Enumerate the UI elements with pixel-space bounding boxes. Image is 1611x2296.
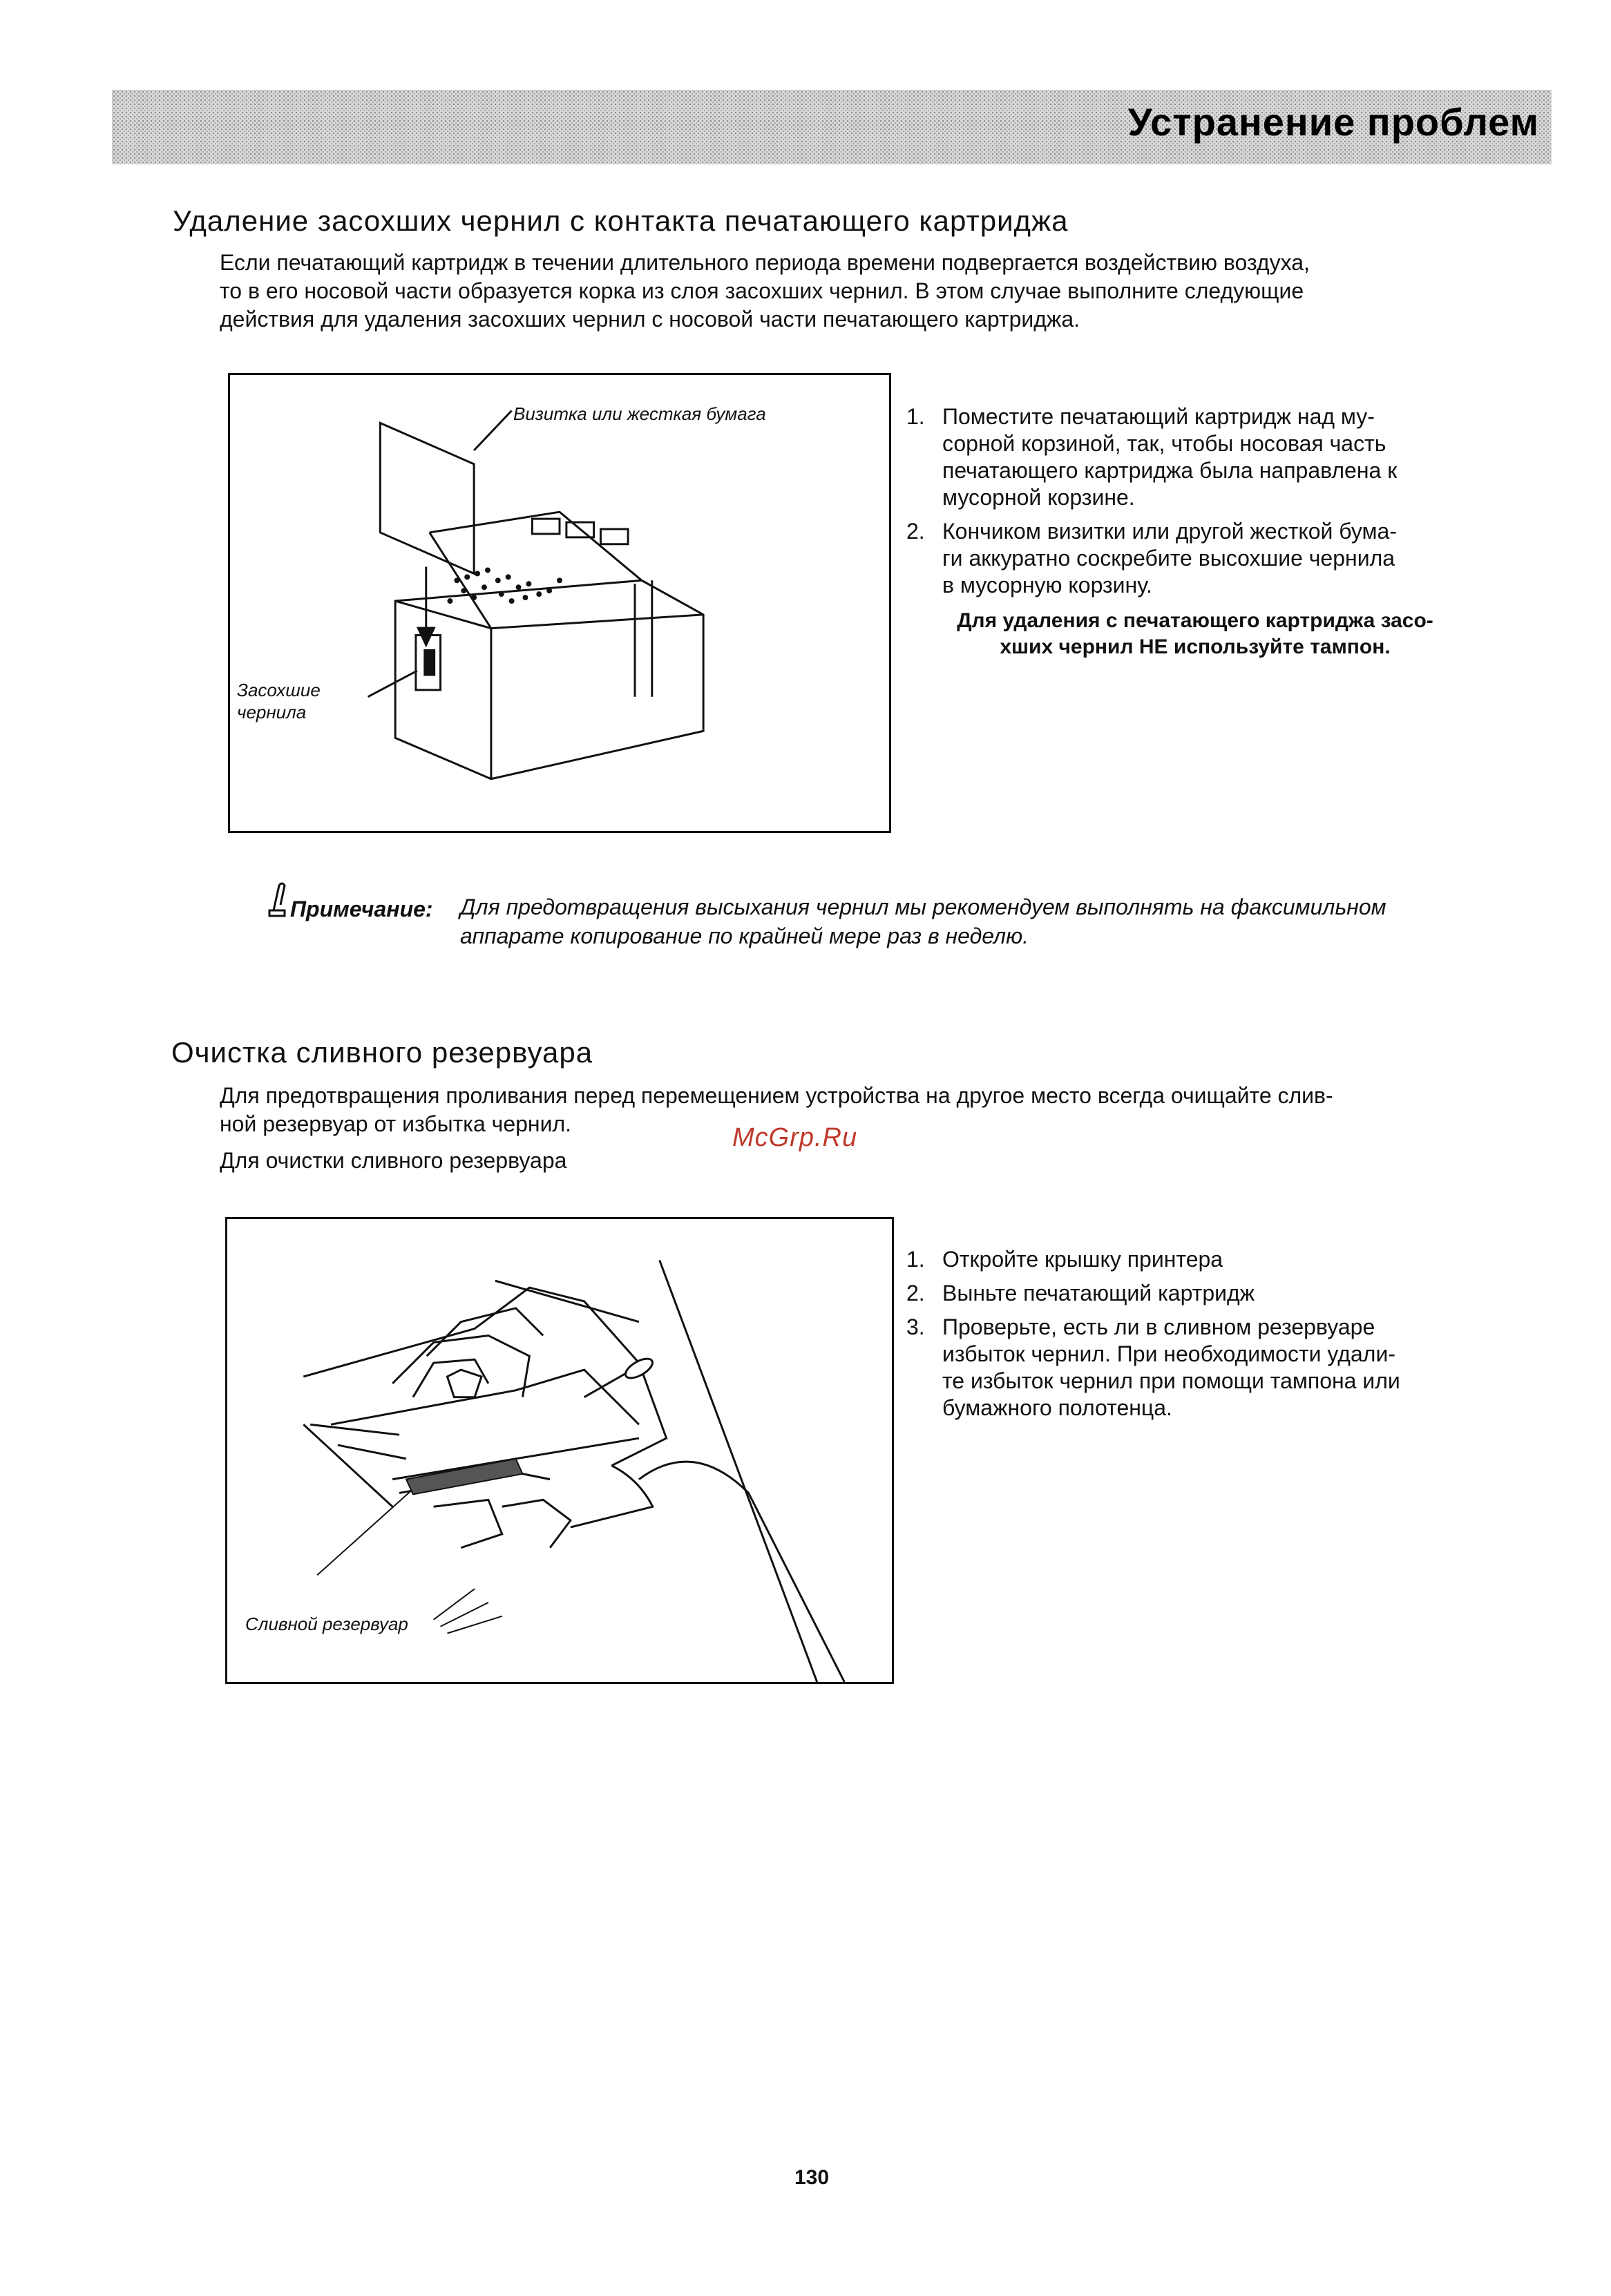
step-line: Поместите печатающий картридж над му- bbox=[942, 404, 1375, 429]
warning-no-swab bbox=[912, 608, 1478, 660]
intro-line: ной резервуар от избытка чернил. bbox=[220, 1111, 572, 1136]
note-icon bbox=[268, 880, 293, 917]
step-line: бумажного полотенца. bbox=[942, 1395, 1172, 1420]
step-number: 2. bbox=[906, 519, 925, 544]
step-line: ги аккуратно соскребите высохшие чернила bbox=[942, 546, 1395, 571]
figure-printer bbox=[225, 1217, 894, 1684]
step-line: сорной корзиной, так, чтобы носовая часть bbox=[942, 431, 1386, 456]
step-item bbox=[906, 518, 1500, 599]
cartridge-illustration bbox=[230, 375, 889, 831]
section1-steps bbox=[906, 403, 1500, 606]
label-dried-ink-line: Засохшие bbox=[237, 680, 321, 700]
section-title-dried-ink: Удаление засохших чернил с контакта печатающего картриджа bbox=[173, 204, 1069, 237]
step-line: в мусорную корзину. bbox=[942, 573, 1152, 597]
warning-line: Для удаления с печатающего картриджа засо- bbox=[957, 609, 1433, 632]
step-number: 1. bbox=[906, 1247, 925, 1272]
step-line: Проверьте, есть ли в сливном резервуаре bbox=[942, 1314, 1375, 1339]
label-waste-reservoir: Сливной резервуар bbox=[245, 1614, 408, 1634]
section2-steps bbox=[906, 1246, 1500, 1428]
step-item bbox=[906, 403, 1500, 511]
page-title: Устранение проблем bbox=[1127, 100, 1539, 144]
step-line: печатающего картриджа была направлена к bbox=[942, 458, 1398, 483]
intro-line: Для предотвращения проливания перед перемещением устройства на другое место всегда очищайте слив- bbox=[220, 1083, 1333, 1108]
figure-cartridge bbox=[228, 373, 891, 833]
section-title-waste-reservoir: Очистка сливного резервуара bbox=[171, 1036, 593, 1069]
step-line: Откройте крышку принтера bbox=[942, 1247, 1223, 1272]
step-number: 3. bbox=[906, 1314, 925, 1339]
step-line: те избыток чернил при помощи тампона или bbox=[942, 1368, 1400, 1393]
step-item bbox=[906, 1246, 1500, 1273]
step-item bbox=[906, 1314, 1500, 1422]
section2-sub-intro: Для очистки сливного резервуара bbox=[220, 1148, 567, 1173]
intro-line: действия для удаления засохших чернил с носовой части печатающего картриджа. bbox=[220, 307, 1080, 332]
intro-line: Если печатающий картридж в течении длительного периода времени подвергается воздействию воздуха, bbox=[220, 250, 1310, 275]
page-number: 130 bbox=[794, 2166, 830, 2189]
label-business-card: Визитка или жесткая бумага bbox=[513, 403, 766, 424]
note-label: Примечание: bbox=[290, 897, 433, 921]
note-line: Для предотвращения высыхания чернил мы рекомендуем выполнять на факсимильном bbox=[460, 895, 1386, 919]
warning-line: хших чернил НЕ используйте тампон. bbox=[1000, 635, 1391, 658]
label-dried-ink bbox=[237, 679, 321, 723]
step-number: 1. bbox=[906, 404, 925, 429]
watermark: MсGrp.Ru bbox=[732, 1123, 858, 1152]
header-banner bbox=[112, 90, 1552, 164]
note-line: аппарате копирование по крайней мере раз в неделю. bbox=[460, 924, 1029, 948]
step-line: Выньте печатающий картридж bbox=[942, 1281, 1255, 1305]
step-line: избыток чернил. При необходимости удали- bbox=[942, 1341, 1395, 1366]
step-line: Кончиком визитки или другой жесткой бума- bbox=[942, 519, 1397, 544]
step-item bbox=[906, 1280, 1500, 1307]
note-text bbox=[460, 892, 1386, 950]
label-dried-ink-line: чернила bbox=[237, 702, 307, 723]
section1-intro bbox=[220, 249, 1310, 334]
step-number: 2. bbox=[906, 1281, 925, 1305]
step-line: мусорной корзине. bbox=[942, 485, 1135, 510]
intro-line: то в его носовой части образуется корка из слоя засохших чернил. В этом случае выполните следующие bbox=[220, 278, 1304, 303]
